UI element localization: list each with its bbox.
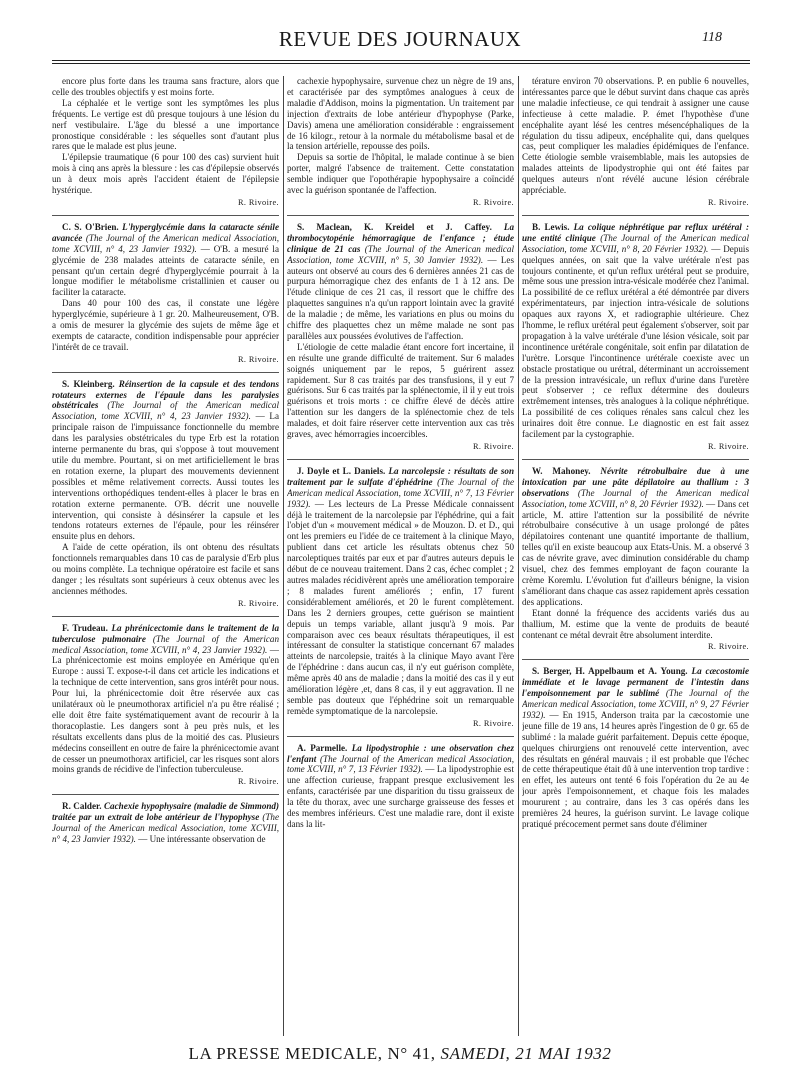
- article-text: — Depuis quelques années, on sait que la valve urétérale n'est pas toujours continente, et qu'un reflux urétéral peut se produire, même sous une pression intra-vésicale modérée chez l'animal. La possibilité de ce reflux urétéral a été démontrée par divers expérimentateurs, par injection intra-vésicale de solutions opaques aux rayons X, et radiographie ultérieure. Chez l'homme, le reflux urétéral peut également s'observer, soit par propagation à la valve urétérale d'une lésion vésicale, soit par incontinence urétérale congénitale, soit enfin par dilatation de l'urètre. Lorsque l'incontinence urétérale coexiste avec un obstacle prostatique ou urétral, déterminant un accroissement de la pression intravésicale, un reflux d'urine dans l'uretère peut s'observer ; ce reflux détermine des douleurs extrêmement intenses, très analogues à la colique néphrétique. La possibilité de ces coliques rénales sans calcul chez les urinaires doit être connue. Le diagnostic en est fait assez facilement par la cystographie.: [522, 243, 749, 440]
- paragraph: Etant donné la fréquence des accidents variés dus au thallium, M. estime que la vente de produits de beauté contenant ce métal devrait être absolument interdite.: [522, 607, 749, 640]
- running-header-title: REVUE DES JOURNAUX: [278, 27, 522, 51]
- column-3: [522, 76, 749, 1036]
- article-lead: [52, 623, 279, 776]
- article-doyle: [287, 466, 514, 730]
- article-authors: R. Calder.: [62, 801, 102, 812]
- article-reference: (The Journal of the American medical Association, tome XCVIII, n° 7, 13 Février 1932).: [287, 753, 514, 775]
- article-lewis: [522, 222, 749, 453]
- article-separator: [52, 794, 279, 795]
- article-trudeau: [52, 623, 279, 789]
- article-lead: [522, 666, 749, 830]
- article-lead: [52, 222, 279, 298]
- footer-date: SAMEDI, 21 MAI 1932: [440, 1044, 612, 1063]
- article-title: Cachexie hypophysaire (maladie de Simmond) traitée par un extrait de lobe antérieur de l'hypophyse: [52, 801, 279, 823]
- signature: R. Rivoire.: [472, 442, 514, 451]
- paragraph: cachexie hypophysaire, survenue chez un nègre de 19 ans, et caractérisée par des symptômes analogues à ceux de maladie d'Addison, moins la pigmentation. Un traitement par injection d'extraits de lobe antérieur d'hypophyse (Parke, Davis) amena une amélioration considérable : engraissement de 16 kilogr., retour à la normale du métabolisme basal et de la tension artérielle, repousse des poils.: [287, 76, 514, 152]
- article-authors: S. Maclean, K. Kreidel et J. Caffey.: [297, 221, 492, 232]
- column-divider: [283, 76, 284, 1036]
- article-continued: [52, 76, 279, 209]
- article-separator: [287, 459, 514, 460]
- article-authors: B. Lewis.: [532, 221, 570, 232]
- article-lead: [287, 222, 514, 342]
- paragraph: A l'aide de cette opération, ils ont obtenu des résultats fonctionnels remarquables dans 10 cas de paralysie d'Erb plus ou moins complète. La technique opératoire est facile et sans danger ; les résultats sont supérieurs à ceux obtenus avec les anciennes méthodes.: [52, 542, 279, 596]
- article-mahoney: [522, 466, 749, 653]
- article-separator: [287, 736, 514, 737]
- article-text: — La phrénicectomie est moins employée en Amérique qu'en Europe : aussi T. expose-t-il dans cet article les indications et la technique de cette intervention, sans gros intérêt pour nous. Pour lui, la phrénicectomie doit être réservée aux cas unilatéraux où le pneumothorax artificiel n'a pu être réalisé ; elle doit être faite systématiquement avant de recourir à la thoracoplastie. Les dangers sont à peu près nuls, et les résultats excellents dans plus de la moitié des cas. Plusieurs médecins conseillent en outre de faire la phrénicectomie avant de cesser un pneumothorax artificiel, car les risques sont alors moins grands de récidive de l'infection tuberculeuse.: [52, 644, 279, 775]
- article-title: Névrite rétrobulbaire due à une intoxication par une pâte dépilatoire au thallium : 3 observations: [522, 465, 749, 498]
- article-reference: (The Journal of the American medical Association, tome XCVIII, n° 4, 23 Janvier 1932).: [52, 400, 279, 422]
- article-lead: [287, 743, 514, 830]
- article-lead: [522, 466, 749, 608]
- article-reference: (The Journal of the American medical Association, tome XCVIII, n° 4, 23 Janvier 1932).: [52, 633, 279, 655]
- article-reference: (The Journal of the American medical Association, tome XCVIII, n° 9, 27 Février 1932).: [522, 688, 749, 720]
- signature: R. Rivoire.: [472, 718, 514, 728]
- article-title: La thrombocytopénie hémorragique de l'enfance ; étude clinique de 21 cas: [287, 221, 514, 254]
- article-lead: [52, 801, 279, 845]
- article-text: — La principale raison de l'impuissance fonctionnelle du membre dans les paralysies obstétricales du type Erb est la rotation interne permanente du bras, qui s'oppose à tout mouvement utile du membre. Pourtant, si on met artificiellement le bras en rotation exerne, la plupart des mouvements deviennent possibles et même relativement corrects. Aussi toutes les interventions orthopédiques tendent-elles à placer le bras en rotation externe permanente. O'B. décrit une nouvelle intervention, qui consiste à désinsérer la capsule et les tendons rotateurs externes de l'épaule, pour les réinsérer ensuite plus en dehors.: [52, 411, 279, 542]
- running-footer: [0, 1044, 800, 1064]
- article-title: La colique néphrétique par reflux urétéral : une entité clinique: [522, 221, 749, 243]
- article-title: La narcolepsie : résultats de son traitement par le sulfate d'éphédrine: [287, 465, 514, 487]
- paragraph: L'épilepsie traumatique (6 pour 100 des cas) survient huit mois à cinq ans après la blessure : les cas d'épilepsie observés un à deux mois après l'accident étaient de l'épilepsie hystérique.: [52, 152, 279, 196]
- header-rule: [52, 60, 750, 61]
- article-parmelle: [287, 743, 514, 830]
- article-title: La lipodystrophie : une observation chez l'enfant: [287, 742, 514, 764]
- article-authors: S. Kleinberg.: [62, 378, 115, 389]
- article-reference: (The Journal of the American medical Association, tome XCVIII, n° 7, 13 Février 1932).: [287, 476, 514, 509]
- footer-journal: LA PRESSE MEDICALE, N° 41,: [188, 1044, 436, 1063]
- paragraph: térature environ 70 observations. P. en publie 6 nouvelles, intéressantes parce que le début survint dans chaque cas après une maladie infectieuse, ce qui tendrait à assigner une cause infectieuse à cette maladie. P. émet l'hypothèse d'une encéphalite ayant lésé les centres mésencéphaliques de la régulation du tissu adipeux, encéphalite qui, dans quelques cas, peut compliquer les maladies épidémiques de l'enfance. Cette étiologie semble vraisemblable, mais les autopsies de malades atteints de lipodystrophie qui ont été faites par quelques auteurs n'ont révélé aucune lésion cérébrale appréciable.: [522, 76, 749, 196]
- article-text: — La lipodystrophie est une affection curieuse, frappant presque exclusivement les enfants, caractérisée par une disparition du tissu graisseux de la tête du thorax, avec une surcharge graisseuse des fesses et des membres inférieurs. C'est une maladie rare, dont il existe dans la lit-: [287, 764, 514, 829]
- article-text: — Une intéressante observation de: [138, 834, 266, 844]
- article-parmelle-continued: [522, 76, 749, 209]
- article-separator: [52, 372, 279, 373]
- article-authors: C. S. O'Brien.: [62, 221, 119, 232]
- header-rule-thin: [52, 63, 750, 64]
- article-calder-continued: [287, 76, 514, 209]
- column-2: [287, 76, 514, 1036]
- signature: R. Rivoire.: [707, 442, 749, 451]
- article-lead: [52, 379, 279, 543]
- article-berger: [522, 666, 749, 830]
- column-1: [52, 76, 279, 1036]
- article-reference: (The Journal of the American medical Association, tome XCVIII, n° 5, 30 Janvier 1932).: [287, 243, 514, 265]
- signature: R. Rivoire.: [707, 642, 749, 652]
- article-title: La cæcostomie immédiate et le lavage permanent de l'intestin dans l'empoisonnement par le sublimé: [522, 666, 749, 699]
- paragraph: Depuis sa sortie de l'hôpital, le malade continue à se bien porter, malgré l'absence de traitement. Cette constatation semble indiquer que l'opothérapie hypophysaire a coïncidé avec la guérison spontanée de l'affection.: [287, 152, 514, 196]
- paragraph: L'étiologie de cette maladie étant encore fort incertaine, il en résulte une grande difficulté de traitement. Sur 6 malades soignés uniquement par le repos, 5 guérirent assez rapidement. Sur 8 cas traités par des transfusions, il y eut 7 guérisons. Sur 6 cas traités par la splénectomie, il il y eut trois guérisons et trois morts : ce chiffre élevé de décès attire l'attention sur les dangers de la splénectomie chez de tels malades, et doit faire réserver cette intervention aux cas très graves, avec hémorragies incoercibles.: [287, 341, 514, 440]
- paragraph: Dans 40 pour 100 des cas, il constate une légère hyperglycémie, supérieure à 1 gr. 20. Malheureusement, O'B. a omis de mesurer la glycémie des sujets de même âge et exempts de cataracte, condition indispensable pour apprécier l'intérêt de ce travail.: [52, 298, 279, 352]
- page-number: 118: [702, 30, 722, 45]
- article-obrien: [52, 222, 279, 366]
- article-reference: (The Journal of the American medical Association, tome XCVIII, n° 4, 23 Janvier 1932).: [52, 812, 279, 844]
- article-authors: J. Doyle et L. Daniels.: [297, 465, 386, 476]
- signature: R. Rivoire.: [237, 197, 279, 207]
- article-kleinberg: [52, 379, 279, 610]
- article-maclean: [287, 222, 514, 453]
- article-text: — En 1915, Anderson traita par la cæcostomie une jeune fille de 19 ans, 14 heures après l'ingestion de 0 gr. 65 de sublimé : la malade guérit parfaitement. Depuis cette époque, quelques chirurgiens ont renouvelé cette intervention, avec des résultats en général mauvais ; il est probable que l'échec de cette thérapeutique était dû à une intervention trop tardive : en effet, les auteurs ont tenté 6 fois l'opération du 2e au 4e jour après l'empoisonnement, et chaque fois les malades moururent ; au contraire, dans les 3 cas opérés dans les premières 24 heures, la guérison survint. Le lavage colique pratiqué précocement permet sans doute d'éliminer: [522, 709, 749, 829]
- column-divider: [518, 76, 519, 1036]
- article-authors: W. Mahoney.: [532, 465, 591, 476]
- article-lead: [287, 466, 514, 717]
- paragraph: La céphalée et le vertige sont les symptômes les plus fréquents. Le vertige est dû presque toujours à une lésion du nerf vestibulaire. L'âge du blessé a une importance pronostique considérable : les séquelles sont d'autant plus rares que le malade est plus jeune.: [52, 97, 279, 152]
- article-separator: [287, 215, 514, 216]
- article-text: — O'B. a mesuré la glycémie de 238 malades atteints de cataracte sénile, en pensant qu'un certain degré d'hyperglycémie pourrait à la longue modifier le métabolisme cristallinien et causer ou faciliter la cataracte.: [52, 243, 279, 298]
- signature: R. Rivoire.: [707, 197, 749, 207]
- article-separator: [52, 616, 279, 617]
- article-title: L'hyperglycémie dans la cataracte sénile avancée: [52, 221, 279, 243]
- article-reference: (The Journal of the American medical Association, tome XCVIII, n° 8, 20 Février 1932).: [522, 487, 749, 509]
- signature: R. Rivoire.: [472, 197, 514, 207]
- article-reference: (The Journal of the American medical Association, tome XCVIII, n° 4, 23 Janvier 1932).: [52, 232, 279, 254]
- article-reference: (The Journal of the American medical Association, tome XCVIII, n° 8, 20 Février 1932).: [522, 232, 749, 254]
- article-authors: S. Berger, H. Appelbaum et A. Young.: [532, 666, 688, 677]
- article-separator: [52, 215, 279, 216]
- article-authors: F. Trudeau.: [62, 622, 108, 633]
- article-text: — Dans cet article, M. attire l'attention sur la possibilité de névrite rétrobulbaire consécutive à un usage prolongé de pâtes dépilatoires contenant une quantité importante de thallium, telles qu'il en existe beaucoup aux Etats-Unis. M. a observé 3 cas de névrite grave, avec diminution considérable du champ visuel, chez des femmes employant de façon courante la crème Koremlu. L'évolution fut d'ailleurs bénigne, la vision s'améliorant dans chaque cas assez rapidement après cessation des applications.: [522, 498, 749, 607]
- article-title: Réinsertion de la capsule et des tendons rotateurs externes de l'épaule dans les paralysies obstétricales: [52, 378, 279, 411]
- article-calder: [52, 801, 279, 845]
- signature: R. Rivoire.: [237, 354, 279, 364]
- article-separator: [522, 459, 749, 460]
- article-text: — Les auteurs ont observé au cours des 6 dernières années 21 cas de purpura hémorragique chez des enfants de 1 à 12 ans. De l'étude clinique de ces 21 cas, il ressort que le chiffre des plaquettes sanguines n'a qu'un rapport lointain avec la gravité de la maladie ; de même, les variations en plus ou moins du chiffre des plaquettes chez un même malade ne sont pas parallèles aux poussées évolutives de l'affection.: [287, 254, 514, 341]
- article-separator: [522, 659, 749, 660]
- paragraph: encore plus forte dans les trauma sans fracture, alors que celle des troubles objectifs y est moins forte.: [52, 76, 279, 97]
- article-title: La phrénicectomie dans le traitement de la tuberculose pulmonaire: [52, 622, 279, 644]
- article-lead: [522, 222, 749, 440]
- article-separator: [522, 215, 749, 216]
- article-text: — Les lecteurs de La Presse Médicale connaissent déjà le traitement de la narcolepsie par l'éphédrine, qui a fait l'objet d'un « mouvement médical » de Mouzon. D. et D., qui ont les premiers eu l'idée de ce traitement à la clinique Mayo, publient dans cet article les résultats obtenus chez 50 narcoleptiques traités par eux et par d'autres auteurs depuis le début de ce nouveau traitement. Dans 2 cas, échec complet ; 2 autres malades récidivèrent après une amélioration temporaire ; 8 malades furent améliorés ; enfin, 17 furent considérablement améliorés, et 20 le furent complètement. Dans les 2 derniers groupes, cette guérison se maintient depuis un temps variable, allant jusqu'à 9 mois. Par comparaison avec ces beaux résultats thérapeutiques, il est intéressant de consulter la statistique concernant 67 malades atteints de narcolepsie, traités à la clinique Mayo avant l'ère de l'éphédrine : dans aucun cas, il n'y eut guérison complète, même après 40 ans de maladie ; dans la moitié des cas il y eut amélioration légère ,et, dans 8 cas, il y eut aggravation. Il ne semble pas douteux que l'éphédrine soit un remarquable remède symptomatique de la narcolepsie.: [287, 498, 514, 716]
- signature: R. Rivoire.: [237, 777, 279, 787]
- signature: R. Rivoire.: [237, 598, 279, 608]
- article-authors: A. Parmelle.: [297, 742, 348, 753]
